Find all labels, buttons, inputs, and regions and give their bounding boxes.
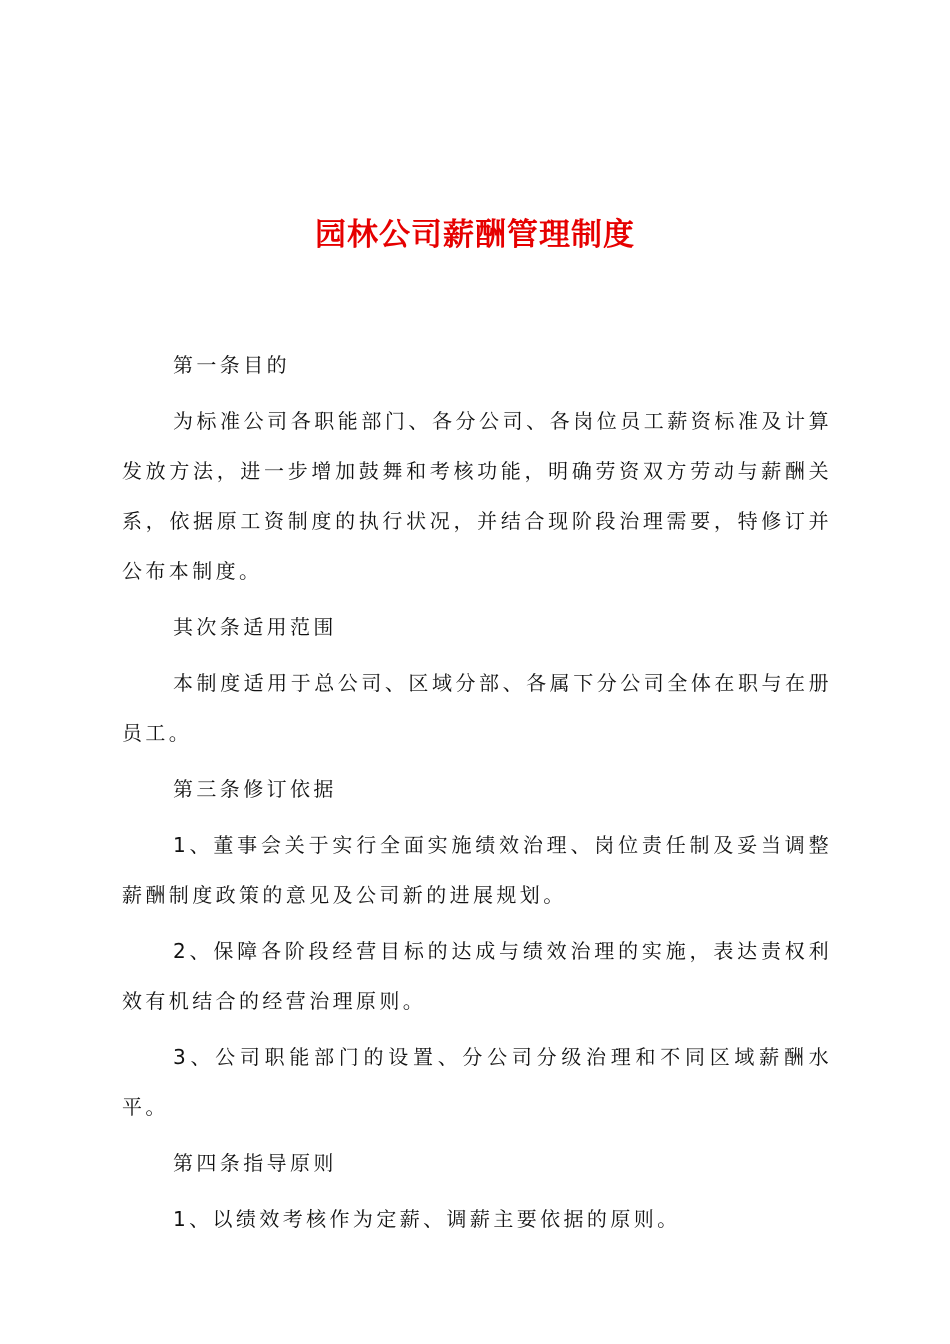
section-heading-basis: 第三条修订依据 [173,777,337,801]
document-body [122,340,832,1250]
document-title: 园林公司薪酬管理制度 [315,217,635,253]
paragraph-scope: 本制度适用于总公司、区域分部、各属下分公司全体在职与在册员工。 [122,671,832,745]
paragraph-basis-3: 3、公司职能部门的设置、分公司分级治理和不同区域薪酬水平。 [122,1045,832,1119]
section-heading-scope: 其次条适用范围 [173,615,337,639]
section-heading-principles: 第四条指导原则 [173,1151,337,1175]
section-heading-purpose: 第一条目的 [173,353,290,377]
paragraph-basis-2: 2、保障各阶段经营目标的达成与绩效治理的实施，表达责权利效有机结合的经营治理原则。 [122,939,832,1013]
paragraph-basis-1: 1、董事会关于实行全面实施绩效治理、岗位责任制及妥当调整薪酬制度政策的意见及公司新的进展规划。 [122,833,832,907]
paragraph-principle-1: 1、以绩效考核作为定薪、调薪主要依据的原则。 [173,1207,681,1231]
paragraph-purpose: 为标准公司各职能部门、各分公司、各岗位员工薪资标准及计算发放方法，进一步增加鼓舞和考核功能，明确劳资双方劳动与薪酬关系，依据原工资制度的执行状况，并结合现阶段治理需要，特修订并公布本制度。 [122,409,832,583]
